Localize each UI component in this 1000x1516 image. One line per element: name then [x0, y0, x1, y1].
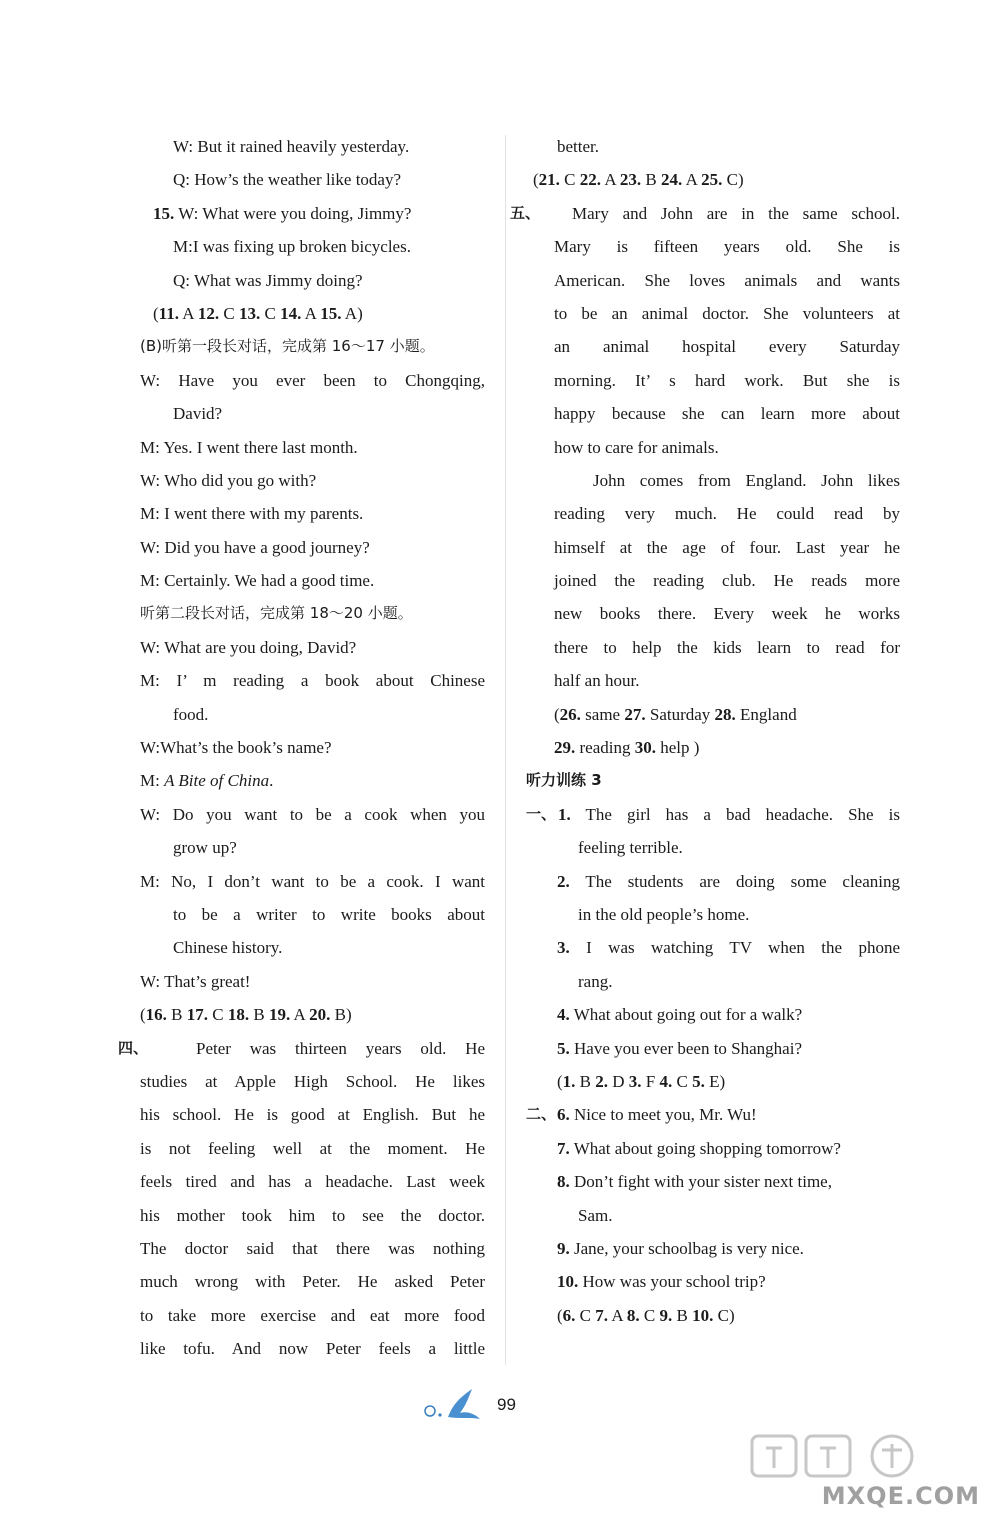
item-number: 3. [557, 938, 570, 958]
section-instruction: 听第二段长对话，完成第 18～20 小题。 [140, 604, 413, 623]
answer-part: A [682, 170, 702, 190]
text-line: Q: What was Jimmy doing? [173, 270, 363, 290]
answer-number: 4. [659, 1071, 673, 1091]
answer-number: 24. [661, 170, 683, 190]
answer-number: 10. [692, 1305, 714, 1325]
line-text: What about going shopping tomorrow? [573, 1138, 841, 1158]
answer-part: C [672, 1071, 693, 1091]
answer-key [140, 297, 485, 330]
text-line: reading very much. He could read by [554, 504, 900, 524]
answer-number: 8. [626, 1305, 640, 1325]
text-line: W: But it rained heavily yesterday. [173, 137, 410, 156]
answer-number: 2. [595, 1071, 609, 1091]
answer-part: A [608, 1305, 627, 1325]
text-line: Q: How’s the weather like today? [173, 170, 402, 190]
text-line [520, 1032, 900, 1065]
line-text: What about going out for a walk? [573, 1005, 803, 1025]
text-line: Chinese history. [173, 938, 283, 958]
text-line [140, 197, 485, 230]
text-line: much wrong with Peter. He asked Peter [140, 1272, 485, 1292]
answer-part: reading [575, 738, 635, 758]
text-line: happy because she can learn more about [554, 404, 900, 424]
line-text: Have you ever been to Shanghai? [574, 1038, 802, 1058]
text-line: feeling terrible. [578, 838, 683, 858]
answer-number: 19. [268, 1005, 291, 1025]
answer-number: 17. [186, 1005, 209, 1025]
answer-part: B [249, 1005, 269, 1025]
answer-part: ( [557, 1305, 563, 1325]
text-line: The doctor said that there was nothing [140, 1238, 485, 1258]
answer-part: B [641, 170, 662, 190]
answer-number: 23. [619, 170, 642, 190]
text-line: an animal hospital every Saturday [554, 337, 900, 357]
text-line: W: Did you have a good journey? [140, 537, 370, 557]
text-line [520, 1132, 900, 1165]
answer-number: 3. [628, 1071, 642, 1091]
answer-part: England [735, 704, 797, 724]
text-line: W:What’s the book’s name? [140, 738, 332, 758]
text-line: feels tired and has a headache. Last week [140, 1172, 485, 1192]
text-line: himself at the age of four. Last year he [554, 537, 900, 557]
answer-part: ( [557, 1071, 563, 1091]
answer-key [520, 1065, 900, 1098]
right-column [510, 130, 901, 1332]
text-line [520, 798, 900, 831]
item-number: 9. [557, 1238, 570, 1258]
answer-part: ( [140, 1005, 146, 1025]
column-divider [505, 135, 506, 1365]
answer-number: 9. [659, 1305, 673, 1325]
answer-part: E) [704, 1071, 726, 1091]
text-line: W: Do you want to be a cook when you [140, 804, 485, 824]
answer-part: C [559, 170, 580, 190]
text-line: morning. It’ s hard work. But she is [554, 370, 900, 390]
text-line [520, 1265, 900, 1298]
answer-part: C) [722, 170, 744, 190]
text-line: joined the reading club. He reads more [554, 571, 900, 591]
answer-part: B) [330, 1005, 352, 1025]
answer-part: C [208, 1005, 228, 1025]
text-line [520, 1165, 900, 1198]
line-text: Jane, your schoolbag is very nice. [574, 1238, 804, 1258]
text-line: M: No, I don’t want to be a cook. I want [140, 871, 485, 891]
answer-number: 27. [624, 704, 646, 724]
item-number: 10. [557, 1272, 579, 1292]
text-line: Mary is fifteen years old. She is [554, 237, 900, 257]
text-line: food. [173, 704, 209, 724]
text-line: M: Yes. I went there last month. [140, 437, 358, 457]
section-heading: 听力训练 3 [526, 771, 602, 790]
answer-part: Saturday [645, 704, 715, 724]
answer-part: C) [713, 1305, 735, 1325]
text-line: rang. [578, 971, 613, 991]
text-line [520, 1232, 900, 1265]
text-line: John comes from England. John likes [593, 470, 900, 490]
book-title: A Bite of China [164, 771, 270, 791]
section-marker: 二、 [526, 1105, 557, 1124]
text-line [140, 764, 485, 797]
text-line [520, 865, 900, 898]
answer-part: C [260, 303, 281, 323]
text-line: new books there. Every week he works [554, 604, 900, 624]
answer-number: 1. [562, 1071, 576, 1091]
answer-number: 5. [692, 1071, 705, 1091]
section-marker: 五、 [510, 203, 541, 222]
text-line: M: Certainly. We had a good time. [140, 571, 375, 591]
text-line [520, 998, 900, 1031]
answer-part: A [301, 303, 321, 323]
text-line: like tofu. And now Peter feels a little [140, 1339, 485, 1359]
text-line: American. She loves animals and wants [554, 270, 900, 290]
answer-part: A [178, 303, 198, 323]
line-text: The students are doing some cleaning [585, 871, 900, 891]
answer-key [520, 698, 900, 731]
answer-part: A [290, 1005, 310, 1025]
answer-part: A) [341, 303, 363, 323]
text-line: how to care for animals. [554, 437, 719, 457]
text-line: to be a writer to write books about [173, 904, 485, 924]
answer-part: C [575, 1305, 596, 1325]
text-line: to be an animal doctor. She volunteers at [554, 303, 900, 323]
text-line [510, 197, 900, 230]
text-line [520, 931, 900, 964]
answer-number: 20. [309, 1005, 331, 1025]
answer-part: B [575, 1071, 596, 1091]
text-line: M: I went there with my parents. [140, 504, 364, 524]
answer-part: ( [153, 303, 159, 323]
answer-key [520, 163, 900, 196]
answer-number: 6. [562, 1305, 576, 1325]
answer-number: 12. [197, 303, 220, 323]
text-line: W: Have you ever been to Chongqing, [140, 370, 485, 390]
text-line: is not feeling well at the moment. He [140, 1138, 485, 1158]
answer-part: B [166, 1005, 187, 1025]
text-line [118, 1032, 485, 1065]
speaker-label: M: [140, 771, 165, 791]
text-line: better. [557, 137, 600, 156]
answer-number: 28. [714, 704, 736, 724]
item-number: 4. [557, 1005, 570, 1025]
item-number: 15. [153, 203, 175, 223]
text-line [520, 1098, 900, 1131]
item-number: 5. [557, 1038, 570, 1058]
answer-part: A [601, 170, 620, 190]
answer-number: 7. [595, 1305, 609, 1325]
line-text: Don’t fight with your sister next time, [574, 1172, 832, 1192]
text-line: W: Who did you go with? [140, 470, 317, 490]
left-column [118, 130, 485, 1365]
answer-number: 14. [280, 303, 302, 323]
answer-part: C [639, 1305, 660, 1325]
text-line: David? [173, 404, 223, 424]
answer-part: ( [533, 170, 539, 190]
item-number: 8. [557, 1172, 570, 1192]
answer-number: 29. [554, 738, 576, 758]
text-line: his school. He is good at English. But he [140, 1105, 485, 1125]
answer-key [520, 1299, 900, 1332]
text-line: W: That’s great! [140, 971, 251, 991]
text-line: M: I’ m reading a book about Chinese [140, 671, 485, 691]
line-text: W: What were you doing, Jimmy? [178, 203, 412, 223]
answer-number: 25. [701, 170, 723, 190]
line-text: Nice to meet you, Mr. Wu! [574, 1105, 757, 1125]
page-number: 99 [497, 1395, 516, 1414]
item-number: 6. [557, 1105, 570, 1125]
text-line: studies at Apple High School. He likes [140, 1071, 485, 1091]
answer-part: same [580, 704, 625, 724]
answer-part: B [672, 1305, 693, 1325]
answer-key [520, 731, 900, 764]
item-number: 7. [557, 1138, 570, 1158]
answer-number: 21. [538, 170, 560, 190]
text-line: M:I was fixing up broken bicycles. [173, 237, 411, 257]
answer-part: F [641, 1071, 660, 1091]
watermark-text: MXQE.COM [821, 1482, 980, 1510]
text-line: W: What are you doing, David? [140, 637, 357, 657]
text-line: to take more exercise and eat more food [140, 1305, 485, 1325]
answer-part: ( [554, 704, 560, 724]
section-marker: 一、 [526, 804, 557, 823]
line-text: I was watching TV when the phone [586, 938, 901, 958]
answer-part: help ) [655, 738, 700, 758]
answer-part: D [608, 1071, 629, 1091]
answer-key [140, 998, 485, 1031]
text-line: his mother took him to see the doctor. [140, 1205, 485, 1225]
bird-ornament-icon [420, 1385, 490, 1425]
text-line: grow up? [173, 838, 237, 858]
line-text: Mary and John are in the same school. [572, 203, 900, 223]
answer-number: 13. [238, 303, 261, 323]
answer-part: C [219, 303, 239, 323]
answer-number: 15. [320, 303, 342, 323]
line-text: How was your school trip? [582, 1272, 766, 1292]
answer-number: 22. [579, 170, 602, 190]
line-text: . [269, 771, 274, 791]
text-line: there to help the kids learn to read for [554, 637, 900, 657]
answer-number: 18. [227, 1005, 250, 1025]
text-line: half an hour. [554, 671, 640, 691]
item-number: 2. [557, 871, 570, 891]
text-line: in the old people’s home. [578, 904, 750, 924]
answer-number: 30. [634, 738, 656, 758]
item-number: 1. [558, 804, 571, 824]
text-line: Sam. [578, 1205, 613, 1225]
answer-number: 16. [145, 1005, 167, 1025]
answer-number: 11. [158, 303, 179, 323]
section-marker: 四、 [118, 1038, 149, 1057]
answer-number: 26. [559, 704, 581, 724]
line-text: The girl has a bad headache. She is [585, 804, 900, 824]
section-instruction: (B)听第一段长对话，完成第 16～17 小题。 [140, 337, 435, 356]
line-text: Peter was thirteen years old. He [196, 1038, 485, 1058]
